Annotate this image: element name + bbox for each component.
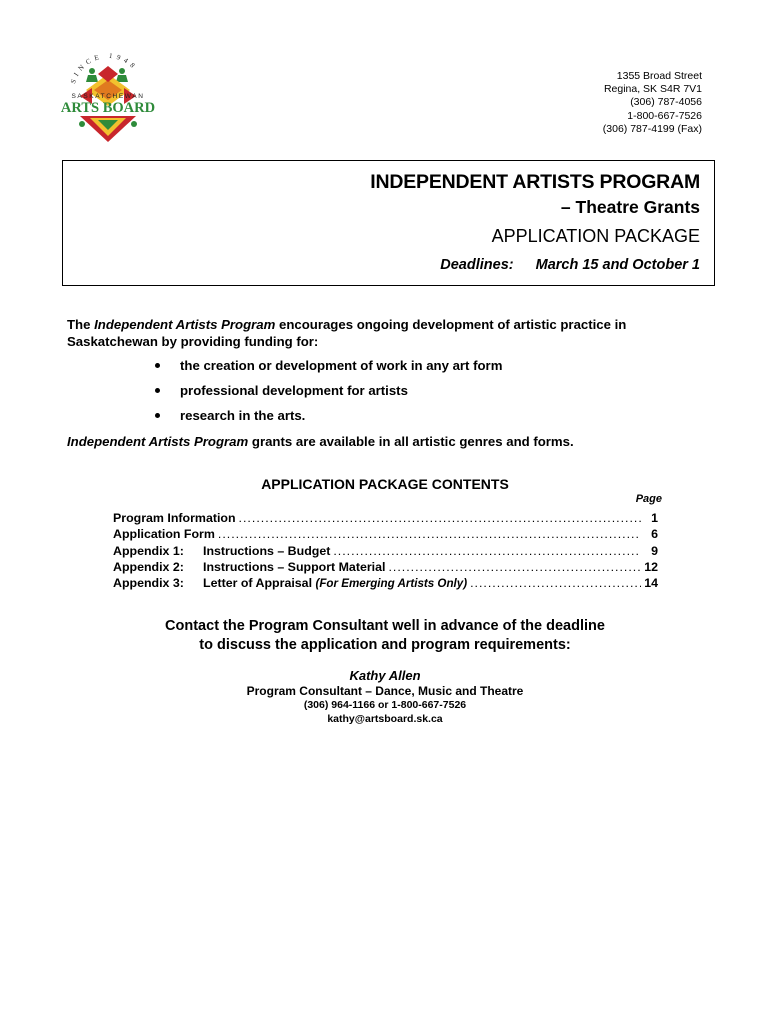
program-subtitle: – Theatre Grants <box>560 197 700 217</box>
genres-text: grants are available in all artistic genres and forms. <box>248 434 574 449</box>
toc-row <box>113 511 658 527</box>
toc-label <box>113 527 215 541</box>
toc-row <box>113 527 658 543</box>
toc-prefix: Appendix 1: <box>113 543 184 558</box>
address-phone: (306) 787-4056 <box>630 96 702 109</box>
list-item-text: the creation or development of work in any art form <box>180 358 503 373</box>
toc-label-text: Instructions – Budget <box>203 543 331 558</box>
toc-label <box>113 511 236 525</box>
consultant-name: Kathy Allen <box>349 668 421 683</box>
intro-program-name: Independent Artists Program <box>94 317 276 332</box>
toc-label <box>113 576 467 590</box>
toc-prefix: Appendix 2: <box>113 559 184 574</box>
toc-leader <box>333 544 641 558</box>
toc-prefix: Appendix 3: <box>113 576 184 591</box>
list-item <box>150 358 502 383</box>
consultant-phone: (306) 964-1166 or 1-800-667-7526 <box>303 699 467 711</box>
toc-label <box>113 544 330 558</box>
toc-label-text: Instructions – Support Material <box>203 559 386 574</box>
list-item <box>150 383 502 408</box>
toc-label-text: Program Information <box>113 511 236 525</box>
deadlines-value: March 15 and October 1 <box>535 257 700 273</box>
toc-page: 12 <box>644 559 658 574</box>
toc-row <box>113 544 658 560</box>
toc-label-text: Letter of Appraisal <box>203 576 313 591</box>
bullet-icon <box>155 388 160 393</box>
list-item <box>150 408 502 433</box>
toc-page: 1 <box>651 511 658 525</box>
bullet-icon <box>155 363 160 368</box>
package-title: APPLICATION PACKAGE <box>491 226 700 246</box>
address-fax: (306) 787-4199 (Fax) <box>602 122 702 135</box>
deadlines <box>440 257 700 273</box>
toc-leader <box>470 576 641 590</box>
toc-page: 14 <box>644 576 658 591</box>
bullet-icon <box>155 413 160 418</box>
address-tollfree: 1-800-667-7526 <box>627 109 702 122</box>
contact-message-line2: to discuss the application and program requirements: <box>199 636 571 653</box>
address-street: 1355 Broad Street <box>616 70 702 82</box>
title-box <box>62 160 715 286</box>
contact-message-line1: Contact the Program Consultant well in advance of the deadline <box>165 618 605 634</box>
consultant-email[interactable]: kathy@artsboard.sk.ca <box>327 713 443 725</box>
toc-page: 9 <box>651 543 658 558</box>
funding-list <box>150 358 502 433</box>
toc-leader <box>218 527 641 541</box>
list-item-text: research in the arts. <box>180 408 306 423</box>
program-title: INDEPENDENT ARTISTS PROGRAM <box>370 171 700 193</box>
toc-note: (For Emerging Artists Only) <box>315 577 468 591</box>
saskatchewan-arts-board-logo <box>52 52 164 142</box>
address-city: Regina, SK S4R 7V1 <box>603 83 702 96</box>
logo-line1: SASKATCHEWAN <box>71 93 145 100</box>
logo-arc-text: SINCE 1948 <box>69 52 140 85</box>
toc-leader <box>239 511 641 525</box>
contact-message <box>0 617 770 654</box>
toc-row <box>113 576 658 592</box>
intro-paragraph <box>67 316 707 350</box>
intro-suffix: encourages ongoing development of artistic practice in Saskatchewan by providing funding for: <box>67 317 627 349</box>
genres-program-name: Independent Artists Program <box>67 434 249 449</box>
toc-row <box>113 560 658 576</box>
list-item-text: professional development for artists <box>180 383 408 398</box>
toc-leader <box>388 560 641 574</box>
contact-address <box>603 70 702 136</box>
intro-prefix: The <box>67 317 95 332</box>
toc-page: 6 <box>651 527 658 542</box>
deadlines-label: Deadlines: <box>440 257 514 273</box>
consultant-role: Program Consultant – Dance, Music and Theatre <box>246 684 524 698</box>
toc-label-text: Application Form <box>113 527 215 542</box>
genres-statement <box>67 434 574 449</box>
contents-heading <box>0 476 770 492</box>
logo-line2: ARTS BOARD <box>60 100 156 116</box>
contents-heading-text: APPLICATION PACKAGE CONTENTS <box>261 476 509 492</box>
toc-label <box>113 560 385 574</box>
page-column-label: Page <box>635 493 662 505</box>
table-of-contents <box>113 511 658 592</box>
